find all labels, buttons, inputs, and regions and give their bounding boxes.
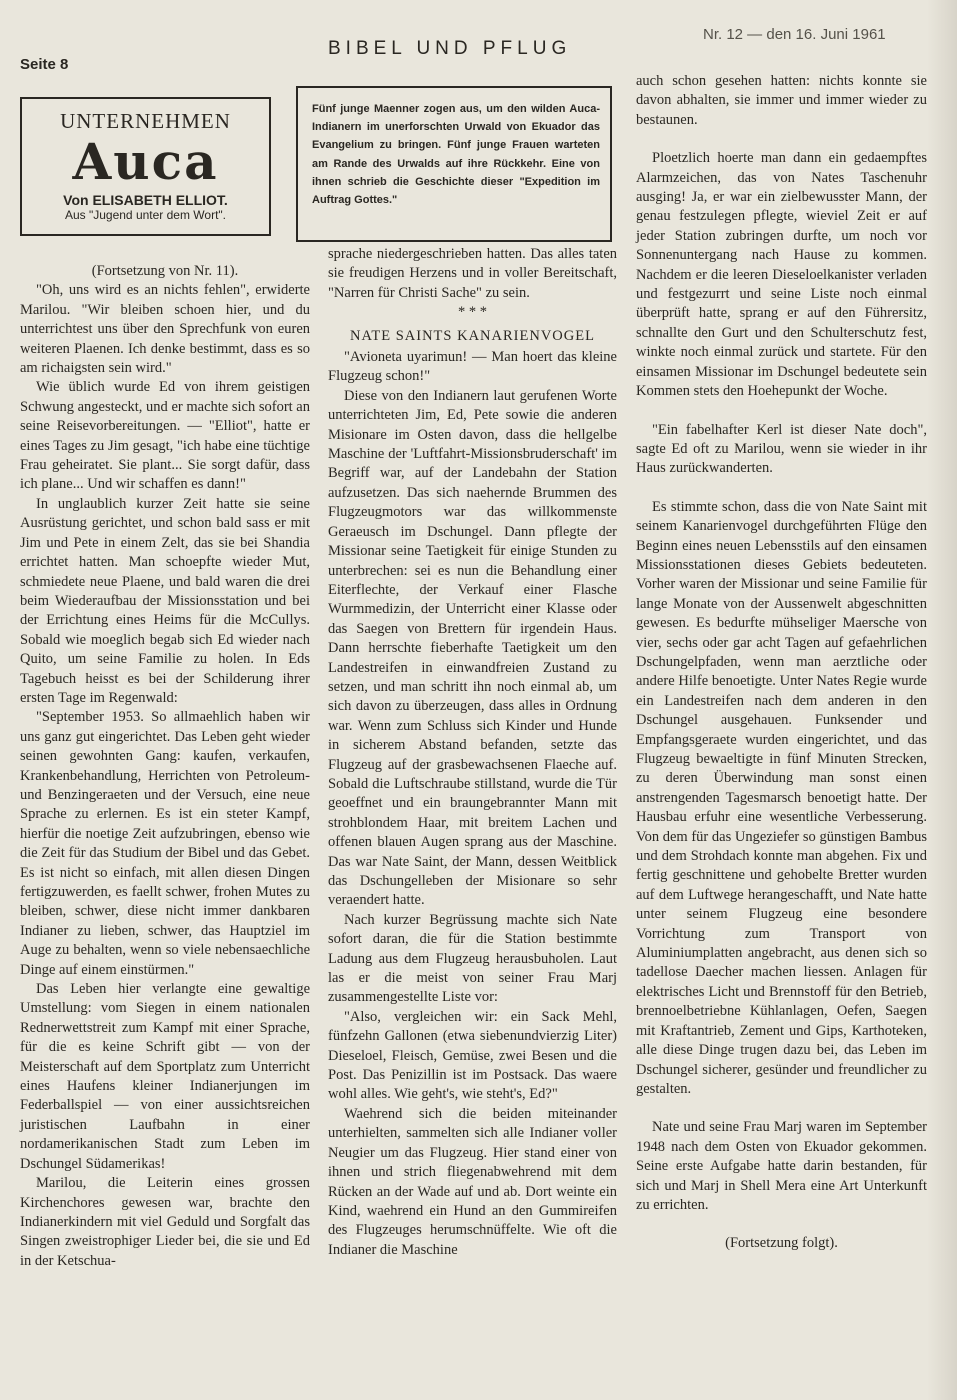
paragraph: "Avioneta uyarimun! — Man hoert das kleine Flugzeug schon!" [328,349,617,385]
paragraph: "Oh, uns wird es an nichts fehlen", erwiderte Marilou. "Wir bleiben schoen hier, und du unterrichtest uns über den Sprechfunk von euren weiteren Plaenen. Ich denke bestimmt, dass es so am richaigsten sein wird." [20,282,310,377]
column-1 [20,262,310,1271]
paragraph: sprache niedergeschrieben hatten. Das alles taten sie freudigen Herzens und in voller Bereitschaft, "Narren für Christi Sache" zu sein. [328,246,617,301]
title-upper: UNTERNEHMEN [60,109,231,133]
column-3 [636,72,927,1254]
to-be-continued: (Fortsetzung folgt). [725,1235,838,1252]
section-heading: NATE SAINTS KANARIENVOGEL [350,327,595,344]
paragraph: Marilou, die Leiterin eines grossen Kirchenchores gewesen war, brachte den Indianerkindern mit viel Geduld und Sorgfalt das Singen zweistrophiger Lieder bei, die sie und Ed in der Ketschua- [20,1175,310,1269]
continuation-note: (Fortsetzung von Nr. 11). [91,263,239,279]
paragraph: Nate und seine Frau Marj waren im September 1948 nach dem Osten von Ekuador gekommen. Seine erste Aufgabe hatte darin bestanden, für sich und Marj in Shell Mera eine Art Unterkunft zu errichten. [636,1119,927,1213]
paragraph: Es stimmte schon, dass die von Nate Saint mit seinem Kanarienvogel durchgeführten Flüge den Beginn eines neuen Lebensstils auf den einsamen Missionsstationen dieses Gebiets bedeuteten. Vorher waren der Missionar und seine Familie für lange Monate von der Aussenwelt abgeschnitten gewesen. Es bedurfte mühseliger Maersche von vier, sechs oder gar acht Tagen auf gefaehrlichen Dschungelpfaden, wenn man aerztliche oder andere Hilfe benoetigte. Unter Nates Regie wurde ein Landestreifen nach dem anderen in den Dschungel ausgehauen. Funksender und Empfangsgeraete wurden eingerichtet, und das Flugzeug bewaeltigte in fünf Minuten Strecken, zu deren Überwindung man sonst einen anstrengenden Tagesmarsch benoetigt hatte. Der Hausbau erfuhr eine wesentliche Verbesserung. Von dem für das Ungeziefer so günstigen Bambus und dem Strohdach konnte man abgehen. Fix und fertig geschnittene und gehobelte Bretter wurden auf dem Luftwege herangeschafft, und Nate hatte unter seinem Flugzeug eine besondere Vorrichtung zum Transport von Aluminiumplatten angebracht, aus denen sich so tadellose Daecher machen liessen. Anlagen für elektrisches Licht und Brennstoff für den Betrieb, brennoelbetriebne Kühlanlagen, Oefen, Saegen mit Kraftantrieb, Zement und Gips, Karthoteken, alle diese Dinge trugen dazu bei, das Leben im Dschungel sicherer, gesünder und freundlicher zu gestalten. [636,498,927,1097]
paragraph: "September 1953. So allmaehlich haben wir uns ganz gut eingerichtet. Das Leben geht wieder seinen gewohnten Gang: kaufen, verkaufen, Krankenbehandlung, Herrichten von Petroleum- und Benzingeraeten und der Versuch, eine neue Sprache zu erlernen. Es ist ein steter Kampf, hierfür die noetige Zeit aufzubringen, ebenso wie die Zeit für das Studium der Bibel und das Gebet. Es ist nicht so einfach, mit allen diesen Dingen fertigzuwerden, es faellt schwer, frohen Mutes zu bleiben, schwer, diese nicht immer dankbaren Indianer zu lieben, schwer, das Hauptziel im Auge zu behalten, wenn so viele nebensaechliche Dinge auf einem einstürmen." [20,709,310,978]
author-line: Von ELISABETH ELLIOT. [63,192,228,208]
paragraph: "Also, vergleichen wir: ein Sack Mehl, fünfzehn Gallonen (etwa siebenundvierzig Liter) Dieseloel, Fleisch, Gemüse, zwei Besen und die Post. Das Penizillin ist im Postsack. Das waere wohl alles. Wie geht's, wie steht's, Ed?" [328,1008,617,1103]
paragraph: Ploetzlich hoerte man dann ein gedaempftes Alarmzeichen, das von Nates Taschenuhr ausging! Ja, er war ein zielbewusster Mann, der genau festzulegen pflegte, wieviel Zeit er auf jeder Station zubringen durfte, um noch vor Sonnenuntergang nach Hause zu kommen. Nachdem er die leeren Dieseloelkanister verladen und festgezurrt und seine Liste noch einmal überprüft hatte, sprang er auf den Führersitz, schnallte den Gurt und den Schulterschutz fest, winkte noch einmal zurück und startete. Für den einsamen Missionar im Dschungel bedeutete sein Kommen stets den Hoehepunkt der Woche. [636,150,927,400]
publication-title: BIBEL UND PFLUG [328,38,572,59]
paragraph: In unglaublich kurzer Zeit hatte sie seine Ausrüstung gerichtet, und schon bald sass er mit Jim und Pete in einem Zelt, das sie bei Shandia errichtet hatten. Man schoepfte wieder Mut, schmiedete neue Plaene, und bald waren die drei beim Wiederaufbau der Missionsstation und bei der Errichtung eines Heims für die McCullys. Sobald wie moeglich begab sich Ed wieder nach Quito, um seine Familie zu holen. In Eds Tagebuch heisst es bei der Schilderung ihrer ersten Tage im Regenwald: [20,495,310,706]
paragraph: Waehrend sich die beiden miteinander unterhielten, sammelten sich alle Indianer voller Neugier um das Flugzeug. Hier stand einer von ihnen und strich fliegenabwehrend mit dem Rücken an der Wade auf und ab. Dort weinte ein Kind, waehrend ein Hund an den Gummireifen des Flugzeuges herumschnüffelte. Wie oft die Indianer die Maschine [328,1105,617,1258]
article-title-box [20,97,271,236]
section-divider: * * * [458,304,487,321]
intro-box: Fünf junge Maenner zogen aus, um den wilden Auca-Indianern im unerforschten Urwald von Ekuador das Evangelium zu bringen. Fünf junge Frauen warteten am Rande des Urwalds auf ihre Rückkehr. Eine von ihnen schrieb die Geschichte dieser "Expedition im Auftrag Gottes." [296,86,612,242]
paragraph: Das Leben hier verlangte eine gewaltige Umstellung: vom Siegen in einem nationalen Rednerwettstreit zum Kampf mit einer Sprache, für die es keine Schrift gibt — von der Meisterschaft auf dem Sportplatz zum Unterricht eines Haufens kleiner Indianerjungen im Federballspiel — von einer aussichtsreichen juristischen Laufbahn in einer nordamerikanischen Stadt zum Leben im Dschungel Südamerikas! [20,981,310,1172]
paragraph: Wie üblich wurde Ed von ihrem geistigen Schwung angesteckt, und er machte sich sofort an seine Reisevorbereitungen. — "Elliot", hatte er eines Tages zu Jim gesagt, "ich habe eine tüchtige Frau geheiratet. Sie plant... Sie sorgt dafür, dass ich plane... Und wir schaffen es dann!" [20,379,310,493]
paragraph: Nach kurzer Begrüssung machte sich Nate sofort daran, die für die Station bestimmte Ladung aus dem Flugzeug herausbuholen. Laut las er die meist von seiner Frau Marj zusammengestellte Liste vor: [328,911,617,1006]
page-number: Seite 8 [20,56,69,73]
paragraph: "Ein fabelhafter Kerl ist dieser Nate doch", sagte Ed oft zu Marilou, wenn sie wieder in ihr Haus zurückwanderten. [636,421,927,477]
title-main: Auca [72,132,219,191]
page-edge-shadow [927,0,957,1400]
paragraph: Diese von den Indianern laut gerufenen Worte unterrichteten Jim, Ed, Pete sowie die anderen Misionare im Osten davon, dass die hellgelbe Maschine der 'Luftfahrt-Missionsbruderschaft' im Begriff war, auf der Landebahn der Station aufzusetzen. Das sich naehernde Brummen des Flugzeugmotors war das willkommenste Geraeusch im Dschungel. Dann pflegte der Missionar seine Taetigkeit für einige Stunden zu unterbrechen: sei es nun die Behandlung einer Eiterflechte, der Verkauf einer Flasche Wurmmedizin, der Unterricht einer Klasse oder das Saegen von Brettern für irgendein Haus. Dann herrschte fieberhafte Taetigkeit um den Landestreifen in einwandfreien Zustand zu setzen, und man schritt ihn noch einmal ab, um sich davon zu überzeugen, dass alles in Ordnung war. Wenn zum Schluss sich Kinder und Hunde in sicherem Abstand befanden, setzte das Flugzeug auf der grasbewachsenen Flaeche auf. Sobald die Luftschraube stillstand, wurde die Tür geoeffnet und ein braungebrannter Mann mit strohblondem Haar, mit breitem Lachen und offenen blauen Augen sprang aus der Maschine. Das war Nate Saint, der Mann, dessen Weitblick das Dschungelleben der Misionare so sehr veraendert hatte. [328,387,617,909]
column-2 [328,245,617,1260]
issue-date: Nr. 12 — den 16. Juni 1961 [703,26,886,43]
source-line: Aus "Jugend unter dem Wort". [64,208,227,222]
paragraph: auch schon gesehen hatten: nichts konnte sie davon abhalten, sie immer und immer wieder zu bestaunen. [636,73,927,128]
